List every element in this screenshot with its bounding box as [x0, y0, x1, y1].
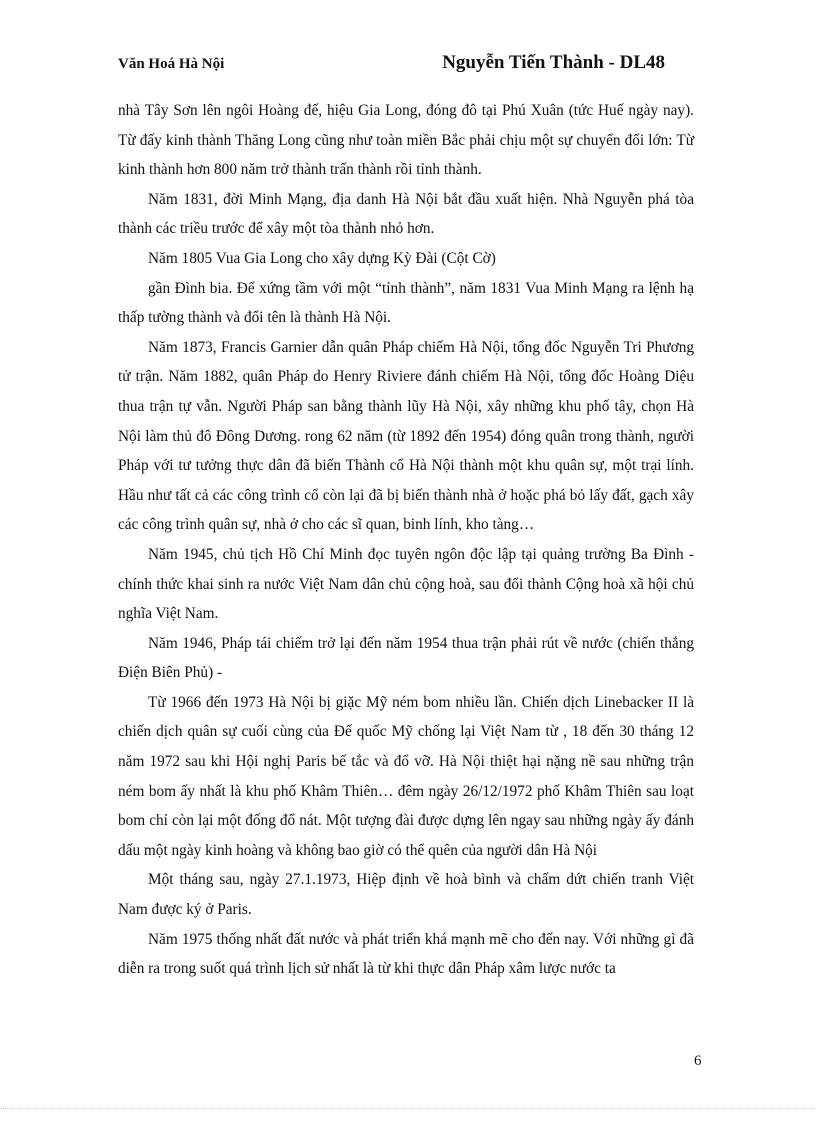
page-header — [118, 52, 708, 82]
body-text — [118, 96, 694, 984]
paragraph-6: Năm 1945, chủ tịch Hồ Chí Minh đọc tuyên ngôn độc lập tại quảng trường Ba Đình - chính thức khai sinh ra nước Việt Nam dân chủ cộng hoà, sau đổi thành Cộng hoà xã hội chủ nghĩa Việt Nam. — [118, 545, 694, 623]
paragraph-9: Một tháng sau, ngày 27.1.1973, Hiệp định về hoà bình và chấm dứt chiến tranh Việt Nam được ký ở Paris. — [118, 871, 694, 919]
paragraph-10: Năm 1975 thống nhất đất nước và phát triển khá mạnh mẽ cho đến nay. Với những gì đã diễn ra trong suốt quá trình lịch sử nhất là từ khi thực dân Pháp xâm lược nước ta — [118, 930, 694, 978]
paragraph-1: nhà Tây Sơn lên ngôi Hoàng đế, hiệu Gia Long, đóng đô tại Phú Xuân (tức Huế ngày nay). Từ đấy kinh thành Thăng Long cũng như toàn miền Bắc phải chịu một sự chuyển đổi lớn: Từ kinh thành hơn 800 năm trở thành trấn thành rồi tỉnh thành. — [118, 102, 694, 179]
paragraph-8: Từ 1966 đến 1973 Hà Nội bị giặc Mỹ ném bom nhiều lần. Chiến dịch Linebacker II là chiến dịch quân sự cuối cùng của Đế quốc Mỹ chống lại Việt Nam từ , 18 đến 30 tháng 12 năm 1972 sau khi Hội nghị Paris bế tắc và đổ vỡ. Hà Nội thiệt hại nặng nề sau những trận ném bom ấy nhất là khu phố Khâm Thiên… đêm ngày 26/12/1972 phố Khâm Thiên sau loạt bom chỉ còn lại một đống đổ nát. Một tượng đài được dựng lên ngay sau những ngày ấy đánh dấu một ngày kinh hoàng và không bao giờ có thể quên của người dân Hà Nội — [118, 693, 694, 859]
paragraph-3: Năm 1805 Vua Gia Long cho xây dựng Kỳ Đài (Cột Cờ) — [148, 249, 496, 267]
paragraph-2: Năm 1831, đời Minh Mạng, địa danh Hà Nội bắt đầu xuất hiện. Nhà Nguyễn phá tòa thành các triều trước để xây một tòa thành nhỏ hơn. — [118, 190, 694, 238]
paragraph-7: Năm 1946, Pháp tái chiếm trở lại đến năm 1954 thua trận phải rút về nước (chiến thắng Điện Biên Phủ) - — [118, 634, 694, 682]
header-author: Nguyễn Tiến Thành - DL48 — [442, 52, 665, 73]
paragraph-5: Năm 1873, Francis Garnier dẫn quân Pháp chiếm Hà Nội, tổng đốc Nguyễn Tri Phương tử trận. Năm 1882, quân Pháp do Henry Riviere đánh chiếm Hà Nội, tổng đốc Hoàng Diệu thua trận tự vẫn. Người Pháp san bằng thành lũy Hà Nội, xây những khu phố tây, chọn Hà Nội làm thủ đô Đông Dương. rong 62 năm (từ 1892 đến 1954) đóng quân trong thành, người Pháp với tư tưởng thực dân đã biến Thành cổ Hà Nội thành một khu quân sự, một trại lính. Hầu như tất cả các công trình cổ còn lại đã bị biến thành nhà ở hoặc phá bỏ lấy đất, gạch xây các công trình quân sự, nhà ở cho các sĩ quan, binh lính, kho tàng… — [118, 338, 694, 534]
page-bottom-divider — [0, 1108, 816, 1109]
page-number: 6 — [694, 1053, 702, 1069]
header-document-title: Văn Hoá Hà Nội — [118, 56, 225, 72]
paragraph-4: gần Đình bia. Để xứng tầm với một “tỉnh thành”, năm 1831 Vua Minh Mạng ra lệnh hạ thấp tường thành và đổi tên là thành Hà Nội. — [118, 279, 694, 327]
